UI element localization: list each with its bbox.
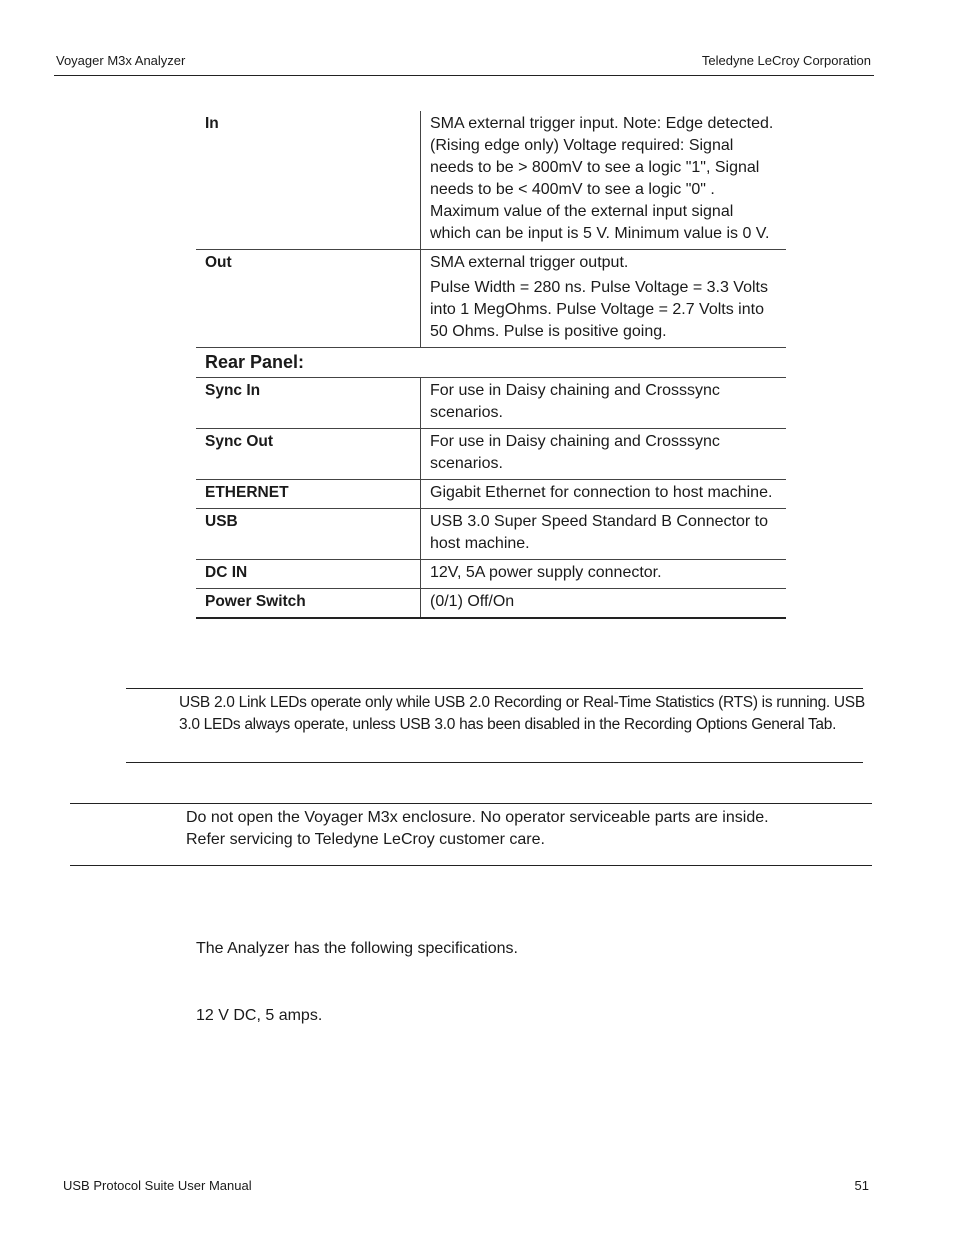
row-key: Sync Out bbox=[196, 429, 421, 480]
row-value: (0/1) Off/On bbox=[430, 593, 515, 610]
row-value-text: SMA external trigger output. bbox=[430, 254, 629, 271]
row-value: USB 3.0 Super Speed Standard B Connector to host machine. bbox=[430, 513, 768, 552]
running-header-company: Teledyne LeCroy Corporation bbox=[701, 53, 871, 68]
row-value: For use in Daisy chaining and Crosssync scenarios. bbox=[430, 382, 720, 421]
header-divider bbox=[54, 75, 874, 76]
running-header-title: Voyager M3x Analyzer bbox=[56, 53, 186, 68]
row-key: USB bbox=[196, 509, 421, 560]
row-key: Power Switch bbox=[196, 589, 421, 619]
row-value: 12V, 5A power supply connector. bbox=[430, 564, 662, 581]
table-row bbox=[196, 111, 786, 250]
row-value-text: SMA external trigger input. Note: Edge detected. (Rising edge only) Voltage required: Signal needs to be > 800mV to see a logic "1", Signal needs to be < 400mV to see a logic "0" . Maximum value of the external input signal which can be input is 5 V. Minimum value is 0 V. bbox=[430, 115, 774, 242]
table-row bbox=[196, 250, 786, 348]
rear-panel-heading: Rear Panel: bbox=[205, 352, 305, 372]
footer-manual-title: USB Protocol Suite User Manual bbox=[63, 1178, 252, 1193]
table-row bbox=[196, 589, 786, 619]
led-note-box bbox=[126, 688, 863, 763]
row-key: DC IN bbox=[196, 560, 421, 589]
table-row bbox=[196, 378, 786, 429]
row-key: ETHERNET bbox=[196, 480, 421, 509]
row-value bbox=[421, 111, 787, 250]
row-key: Out bbox=[196, 250, 421, 348]
table-row bbox=[196, 429, 786, 480]
spec-intro-text: The Analyzer has the following specifications. bbox=[196, 940, 518, 957]
led-note-text: USB 2.0 Link LEDs operate only while USB 2.0 Recording or Real-Time Statistics (RTS) is running. USB 3.0 LEDs always operate, unless USB 3.0 has been disabled in the Recording Options General Tab. bbox=[179, 694, 865, 733]
page-number: 51 bbox=[854, 1178, 869, 1193]
caution-text: Do not open the Voyager M3x enclosure. No operator serviceable parts are inside. Refer servicing to Teledyne LeCroy customer care. bbox=[186, 809, 769, 848]
row-key: In bbox=[196, 111, 421, 250]
section-row bbox=[196, 348, 786, 378]
row-key: Sync In bbox=[196, 378, 421, 429]
table-row bbox=[196, 509, 786, 560]
power-spec-text: 12 V DC, 5 amps. bbox=[196, 1007, 323, 1024]
panel-connectors-table bbox=[196, 111, 786, 619]
table-row bbox=[196, 560, 786, 589]
row-value bbox=[421, 250, 787, 348]
row-value: Gigabit Ethernet for connection to host machine. bbox=[430, 484, 773, 501]
row-value: For use in Daisy chaining and Crosssync scenarios. bbox=[430, 433, 720, 472]
row-value-text: Pulse Width = 280 ns. Pulse Voltage = 3.3 Volts into 1 MegOhms. Pulse Voltage = 2.7 Volts into 50 Ohms. Pulse is positive going. bbox=[430, 279, 768, 340]
caution-box bbox=[70, 803, 872, 866]
table-row bbox=[196, 480, 786, 509]
